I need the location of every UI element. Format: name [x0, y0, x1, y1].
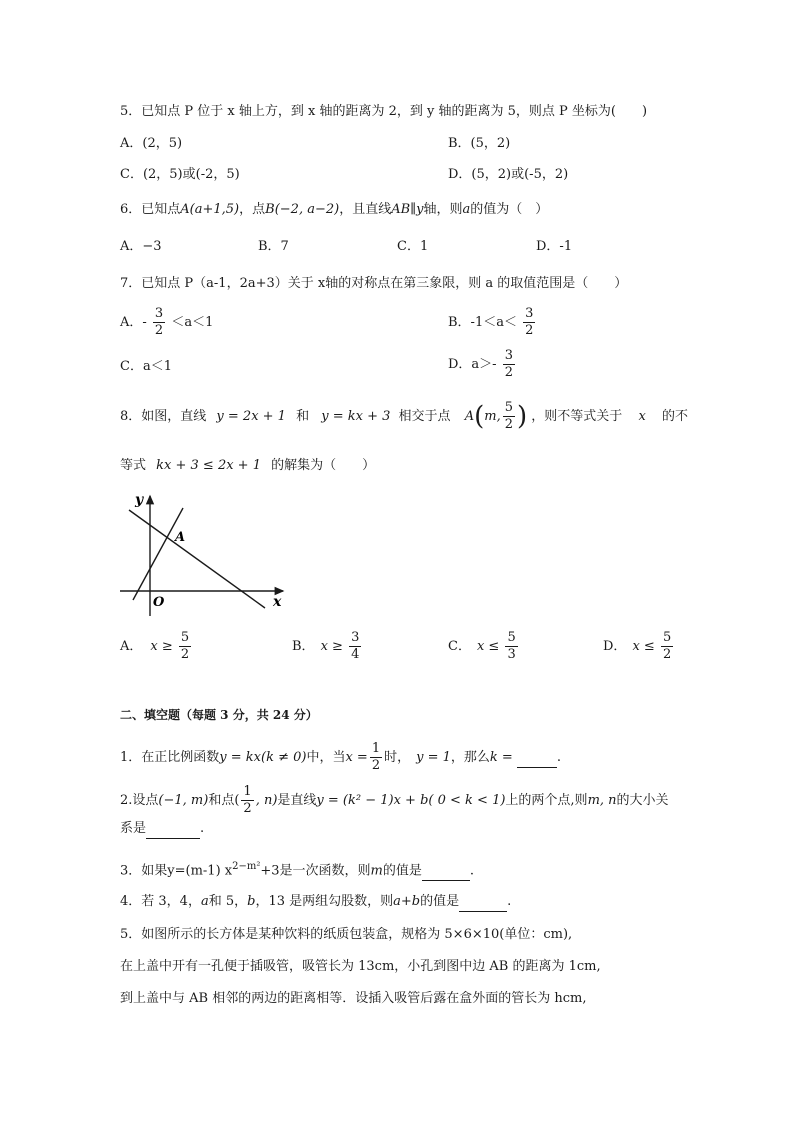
q8-pt-den: 2 [504, 417, 513, 432]
f2-line [120, 784, 669, 817]
q8-a-pre: A． [120, 639, 143, 654]
q8-eq2: y = kx + 3 [321, 409, 391, 424]
q8-c-rel: x ≤ [476, 639, 500, 654]
q8-c-num: 5 [507, 630, 516, 645]
f2-den: 2 [243, 801, 252, 816]
q8-and: 和 [296, 409, 310, 424]
f2-num: 1 [243, 784, 252, 799]
f3-tail: 的值是 [382, 863, 422, 879]
q8-b-den: 4 [351, 647, 360, 662]
q8-inequality: kx + 3 ≤ 2x + 1 [156, 458, 261, 473]
f1-fraction [370, 741, 382, 774]
q8-stem-line1 [120, 400, 688, 433]
q7-b-fraction [523, 306, 535, 339]
f2-p1: (−1, m) [158, 793, 209, 808]
q7-d-num: 3 [504, 348, 513, 363]
f4-mid: 和 5， [208, 894, 248, 909]
q7-a-post: ＜a＜1 [171, 315, 214, 330]
q8-stem2a: 等式 [120, 458, 147, 473]
q5-stem: 5．已知点 P 位于 x 轴上方，到 x 轴的距离为 2，到 y 轴的距离为 5，则点 P 坐标为( ) [120, 104, 648, 119]
f1-den: 2 [371, 758, 381, 773]
f2-line-eq: y = (k² − 1)x + b [316, 793, 429, 808]
q8-b-num: 3 [351, 630, 360, 645]
q7-a-den: 2 [154, 323, 164, 338]
f1-y1: y = 1 [416, 750, 451, 765]
q8-option-d [603, 630, 675, 663]
f4-ab: a+b [393, 894, 421, 909]
q6-prefix: 6．已知点 [120, 202, 181, 217]
f3-exponent: 2−m² [232, 861, 261, 872]
q7-a-fraction [153, 306, 165, 339]
f2-cond: ( 0 < k < 1) [428, 793, 506, 808]
f4-end: . [507, 894, 512, 909]
q6-mid: ，点 [239, 202, 266, 217]
q8-x: x [638, 409, 646, 424]
q6-a: a [462, 202, 471, 217]
q8-c-den: 3 [507, 647, 516, 662]
f2-tail2: 的大小关 [616, 793, 669, 808]
q6-option-d: D．-1 [536, 239, 573, 254]
f4-b: b [247, 894, 256, 909]
q8-option-b [292, 630, 363, 663]
q7-b-num: 3 [525, 306, 534, 321]
q5-option-c: C．(2，5)或(-2，5) [120, 167, 240, 182]
f4-answer-blank[interactable] [459, 893, 507, 912]
q8-a-num: 5 [180, 630, 190, 645]
f2-p2-open: ( [234, 793, 240, 808]
q8-stem-line2 [120, 457, 375, 475]
q6-tail2: 轴，则 [423, 202, 463, 217]
q5-option-d: D．(5，2)或(-5，2) [448, 167, 569, 182]
q7-d-pre: D．a＞- [448, 357, 497, 372]
q8-stem2b: 的解集为（ ） [271, 458, 376, 473]
q8-figure [115, 488, 295, 618]
q8-b-pre: B． [292, 639, 315, 654]
q7-option-d [448, 348, 517, 381]
f2-line2-text: 系是 [120, 821, 147, 836]
q8-paren-open: ( [474, 401, 485, 432]
q8-d-fraction [661, 630, 673, 663]
q7-a-pre: A．- [120, 315, 147, 330]
q8-eq1: y = 2x + 1 [216, 409, 286, 424]
f3-line [120, 858, 474, 881]
f1-end: . [556, 750, 561, 765]
f2-mn: m, n [587, 793, 617, 808]
q6-stem [120, 201, 548, 219]
q7-option-b [448, 306, 537, 339]
q8-b-fraction [349, 630, 361, 663]
q8-tail2: 的不 [661, 409, 688, 424]
q7-option-a [120, 306, 213, 339]
q7-b-den: 2 [525, 323, 534, 338]
section2-title: 二、填空题（每题 3 分，共 24 分） [120, 708, 318, 722]
f4-pre: 4．若 3，4， [120, 894, 201, 909]
fig-o-label: O [153, 595, 165, 610]
f5-line3: 到上盖中与 AB 相邻的两边的距离相等．设插入吸管后露在盒外面的管长为 hcm, [120, 991, 587, 1006]
f1-k: k = [489, 750, 513, 765]
f1-mid: 中，当 [306, 750, 346, 765]
q8-a-rel: x ≥ [150, 639, 173, 654]
q6-point-b: B(−2, a−2) [265, 202, 340, 217]
f4-line [120, 893, 511, 912]
f3-answer-blank[interactable] [422, 862, 470, 881]
f2-fraction [241, 784, 253, 817]
f1-mid2: 时， [384, 750, 411, 765]
f2-tail: 上的两个点,则 [505, 793, 588, 808]
q5-option-b: B．(5，2) [448, 136, 511, 151]
q8-tail: ，则不等式关于 [531, 409, 623, 424]
q7-option-c: C．a＜1 [120, 359, 172, 374]
q8-c-fraction [505, 630, 517, 663]
line-2x-plus-1 [133, 508, 186, 600]
q8-d-num: 5 [662, 630, 672, 645]
q8-inter: 相交于点 [398, 409, 451, 424]
q6-tail3: 的值为（ ） [470, 202, 549, 217]
q7-d-den: 2 [504, 365, 513, 380]
f2-p2-close: , n) [255, 793, 278, 808]
q7-stem: 7．已知点 P（a-1，2a+3）关于 x轴的对称点在第三象限，则 a 的取值范围是（ ） [120, 276, 628, 291]
q7-b-pre: B．-1＜a＜ [448, 315, 517, 330]
q7-a-num: 3 [154, 306, 164, 321]
f2-pre: 2.设点 [120, 793, 159, 808]
f3-mid: +3是一次函数，则 [260, 863, 371, 879]
q8-point-fraction [503, 400, 515, 433]
f1-line [120, 741, 561, 774]
f2-answer-blank[interactable] [146, 820, 200, 839]
q8-point-a: A [464, 409, 475, 424]
f3-m: m [370, 863, 383, 879]
f4-tail: 的值是 [420, 894, 460, 909]
q6-point-a: A(a+1,5) [180, 202, 240, 217]
q6-tail1: ，且直线 [339, 202, 392, 217]
q6-option-a: A．−3 [120, 239, 162, 254]
q8-pt-num: 5 [504, 400, 513, 415]
f4-a: a [200, 894, 209, 909]
f1-answer-blank[interactable] [517, 749, 557, 768]
f1-xeq: x = [345, 750, 368, 765]
f5-line1: 5．如图所示的长方体是某种饮料的纸质包装盒，规格为 5×6×10(单位：cm), [120, 927, 573, 942]
q8-option-a [120, 630, 193, 663]
q6-ab: AB∥y [391, 202, 424, 217]
f1-num: 1 [371, 741, 381, 756]
f1-pre: 1．在正比例函数 [120, 750, 220, 765]
f3-end: . [469, 863, 474, 879]
f2-mid2: 是直线 [277, 793, 317, 808]
q8-b-rel: x ≥ [320, 639, 343, 654]
fig-a-label: A [175, 530, 186, 545]
f5-line2: 在上盖中开有一孔便于插吸管，吸管长为 13cm，小孔到图中边 AB 的距离为 1cm, [120, 959, 601, 974]
q8-a-den: 2 [180, 647, 190, 662]
f4-mid2: ，13 是两组勾股数，则 [255, 894, 394, 909]
q8-a-fraction [179, 630, 191, 663]
q5-option-a: A．(2，5) [120, 136, 183, 151]
f2-end: . [200, 821, 205, 836]
q6-option-b: B．7 [258, 239, 289, 254]
q7-d-fraction [503, 348, 515, 381]
q8-c-pre: C． [448, 639, 471, 654]
q8-paren-close: ) [517, 401, 528, 432]
f2-mid: 和点 [208, 793, 235, 808]
q8-d-den: 2 [662, 647, 672, 662]
q6-option-c: C．1 [397, 239, 429, 254]
f1-tail: ，那么 [450, 750, 490, 765]
q8-option-c [448, 630, 520, 663]
q8-d-rel: x ≤ [632, 639, 655, 654]
f1-func: y = kx(k ≠ 0) [219, 750, 307, 765]
q8-stem1: 8．如图，直线 [120, 409, 207, 424]
q8-point-m: m, [484, 409, 501, 424]
q8-d-pre: D． [603, 639, 627, 654]
fig-x-label: x [273, 594, 282, 610]
fig-y-label: y [135, 492, 144, 508]
f3-pre: 3．如果y=(m-1) x [120, 863, 233, 879]
f2-line2 [120, 820, 204, 839]
